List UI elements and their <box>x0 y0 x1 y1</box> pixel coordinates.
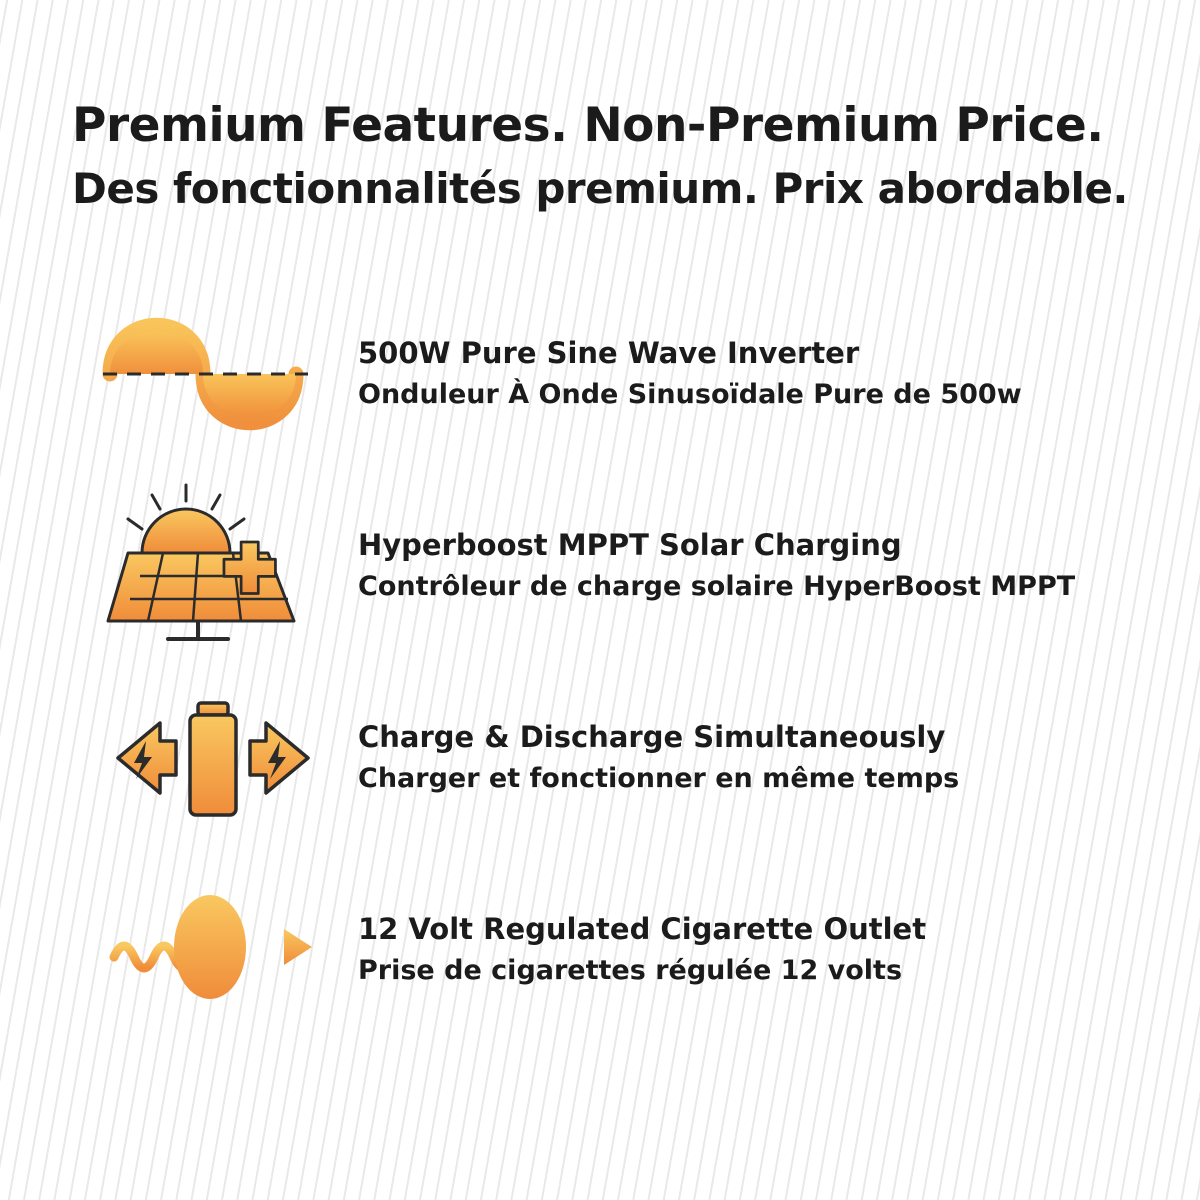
headline-french: Des fonctionnalités premium. Prix abordable. <box>72 164 1128 214</box>
sine-wave-icon <box>88 299 338 449</box>
feature-item <box>0 470 1200 662</box>
feature-label-french: Contrôleur de charge solaire HyperBoost MPPT <box>358 571 1076 603</box>
feature-label-english: 12 Volt Regulated Cigarette Outlet <box>358 911 927 946</box>
feature-label-english: Charge & Discharge Simultaneously <box>358 719 946 754</box>
cigarette-outlet-icon <box>88 885 338 1015</box>
feature-text <box>338 332 1022 416</box>
feature-label-english: 500W Pure Sine Wave Inverter <box>358 335 860 370</box>
feature-item <box>0 278 1200 470</box>
feature-text <box>338 524 1075 608</box>
feature-item <box>0 662 1200 854</box>
headline-block <box>0 0 1200 216</box>
feature-text <box>338 716 959 800</box>
feature-label-french: Prise de cigarettes régulée 12 volts <box>358 955 903 987</box>
battery-charge-discharge-icon <box>88 683 338 833</box>
headline-english: Premium Features. Non-Premium Price. <box>72 98 1104 153</box>
feature-label-french: Charger et fonctionner en même temps <box>358 763 960 795</box>
feature-item <box>0 854 1200 1046</box>
feature-label-english: Hyperboost MPPT Solar Charging <box>358 527 902 562</box>
solar-panel-sun-icon <box>88 481 338 651</box>
feature-label-french: Onduleur À Onde Sinusoïdale Pure de 500w <box>358 379 1022 411</box>
feature-text <box>338 908 926 992</box>
feature-list <box>0 278 1200 1046</box>
